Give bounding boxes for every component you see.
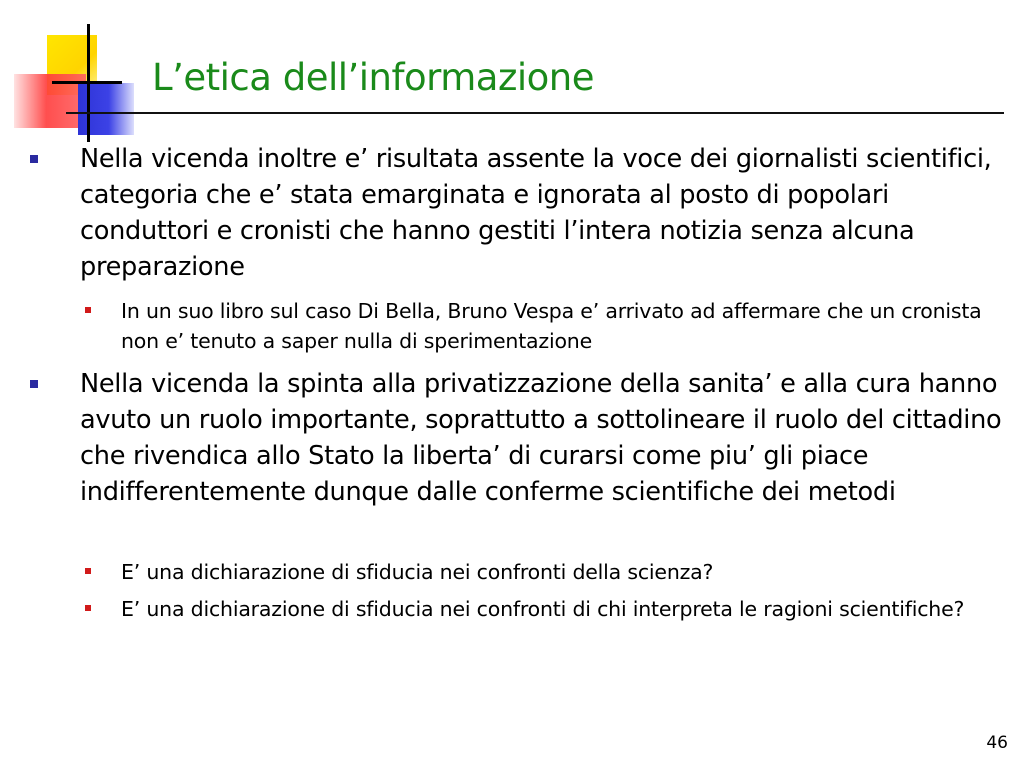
sub-bullet-text: E’ una dichiarazione di sfiducia nei confronti di chi interpreta le ragioni scientifiche? — [121, 597, 965, 621]
sub-bullet-square-icon — [85, 568, 91, 574]
sub-bullet-item — [121, 594, 1011, 624]
bullet-square-icon — [30, 155, 38, 163]
bullet-square-icon — [30, 380, 38, 388]
sub-bullet-text: E’ una dichiarazione di sfiducia nei confronti della scienza? — [121, 560, 714, 584]
bullet-text: Nella vicenda inoltre e’ risultata assente la voce dei giornalisti scientifici, categoria che e’ stata emarginata e ignorata al posto di popolari conduttori e cronisti che hanno gestiti l’intera notizia senza alcuna preparazione — [80, 144, 992, 282]
page-number: 46 — [986, 733, 1008, 753]
sub-bullet-text: In un suo libro sul caso Di Bella, Bruno Vespa e’ arrivato ad affermare che un cronista non e’ tenuto a saper nulla di sperimentazione — [121, 299, 982, 353]
sub-bullet-item — [121, 296, 1011, 356]
sub-bullet-item — [121, 557, 1011, 587]
bullet-item — [80, 141, 1010, 285]
sub-bullet-square-icon — [85, 307, 91, 313]
sub-bullet-square-icon — [85, 605, 91, 611]
bullet-text: Nella vicenda la spinta alla privatizzazione della sanita’ e alla cura hanno avuto un ruolo importante, soprattutto a sottolineare il ruolo del cittadino che rivendica allo Stato la liberta’ di curarsi come piu’ gli piace indifferentemente dunque dalle conferme scientifiche dei metodi — [80, 369, 1002, 507]
bullet-item — [80, 366, 1010, 510]
slide-title: L’etica dell’informazione — [152, 56, 594, 99]
